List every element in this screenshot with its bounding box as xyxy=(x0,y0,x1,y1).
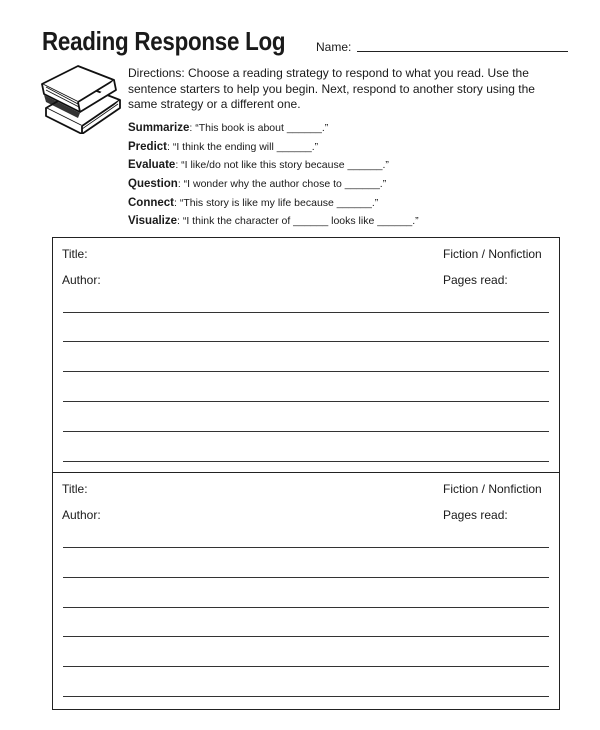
stack-of-books-icon xyxy=(38,62,122,134)
title-label: Title: xyxy=(62,482,88,496)
writing-line[interactable] xyxy=(63,666,549,667)
name-label: Name: xyxy=(316,40,352,54)
genre-label: Fiction / Nonfiction xyxy=(443,247,542,261)
response-entry-1 xyxy=(52,237,560,474)
strategy-predict xyxy=(128,141,419,160)
strategy-prompt: : “I think the character of ______ looks like ______.” xyxy=(177,215,419,228)
writing-line[interactable] xyxy=(63,461,549,462)
strategy-connect xyxy=(128,197,419,216)
writing-line[interactable] xyxy=(63,607,549,608)
author-label: Author: xyxy=(62,508,101,522)
writing-line[interactable] xyxy=(63,371,549,372)
strategy-question xyxy=(128,178,419,197)
strategy-prompt: : “I like/do not like this story because ______.” xyxy=(175,159,389,172)
strategy-name: Question xyxy=(128,178,178,191)
strategy-summarize xyxy=(128,122,419,141)
writing-line[interactable] xyxy=(63,547,549,548)
author-label: Author: xyxy=(62,273,101,287)
directions-text: Directions: Choose a reading strategy to respond to what you read. Use the sentence starters to help you begin. Next, respond to another story using the same strategy or a different one. xyxy=(128,66,535,111)
strategy-prompt: : “I think the ending will ______.” xyxy=(167,140,319,153)
strategy-prompt: : “This story is like my life because ______.” xyxy=(174,196,379,209)
strategy-name: Predict xyxy=(128,140,167,153)
name-field-line[interactable] xyxy=(357,51,568,52)
response-entry-2 xyxy=(52,472,560,710)
pages-read-label: Pages read: xyxy=(443,508,508,522)
writing-line[interactable] xyxy=(63,696,549,697)
pages-read-label: Pages read: xyxy=(443,273,508,287)
writing-line[interactable] xyxy=(63,312,549,313)
strategy-visualize xyxy=(128,215,419,234)
page-title: Reading Response Log xyxy=(42,26,286,56)
strategy-evaluate xyxy=(128,159,419,178)
strategy-prompt: : “This book is about ______.” xyxy=(189,122,329,134)
title-label: Title: xyxy=(62,247,88,261)
strategy-name: Connect xyxy=(128,196,174,209)
writing-line[interactable] xyxy=(63,341,549,342)
strategy-name: Summarize xyxy=(128,122,190,134)
writing-line[interactable] xyxy=(63,577,549,578)
strategy-prompt: : “I wonder why the author chose to ______.” xyxy=(177,178,387,191)
genre-label: Fiction / Nonfiction xyxy=(443,482,542,496)
writing-line[interactable] xyxy=(63,431,549,432)
strategy-list xyxy=(128,122,419,234)
writing-line[interactable] xyxy=(63,401,549,402)
strategy-name: Visualize xyxy=(128,215,178,228)
strategy-name: Evaluate xyxy=(128,159,176,172)
writing-line[interactable] xyxy=(63,636,549,637)
